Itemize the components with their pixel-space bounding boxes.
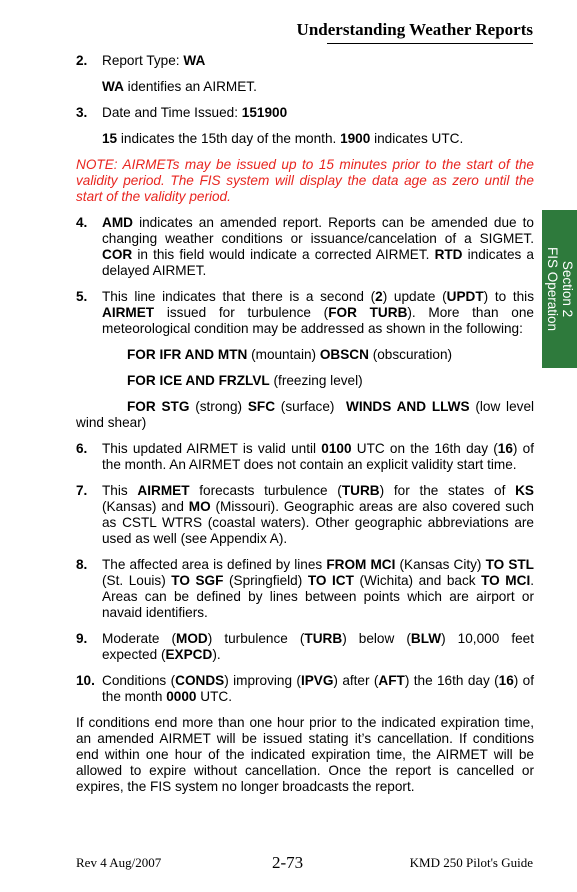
- item-text: AMD indicates an amended report. Reports can be amended due to changing weather conditions or issuance/cancelation of a SIGMET. COR in this field would indicate a corrected AIRMET. RTD indicates a delayed AIRMET.: [102, 215, 534, 278]
- item-number: 8.: [76, 557, 88, 572]
- header-title: Understanding Weather Reports: [296, 20, 533, 39]
- item-number: 3.: [76, 105, 88, 120]
- item-number: 6.: [76, 441, 88, 456]
- list-item-9: [76, 631, 534, 663]
- page-footer: [0, 855, 577, 875]
- list-item-4: [76, 215, 534, 279]
- item-number: 5.: [76, 289, 88, 304]
- item-number: 9.: [76, 631, 88, 646]
- page-header: [0, 18, 577, 48]
- list-item-3: [76, 105, 534, 147]
- item-text: The affected area is defined by lines FROM MCI (Kansas City) TO STL (St. Louis) TO SGF (Springfield) TO ICT (Wichita) and back TO MCI. Areas can be defined by lines between points which are airport or navaid identifiers.: [102, 557, 535, 620]
- page-number: 2-73: [272, 853, 304, 872]
- item-text: This AIRMET forecasts turbulence (TURB) for the states of KS (Kansas) and MO (Missouri). Geographic areas are also covered such as CSTL WTRS (coastal waters). Other geographic abbreviations are used as well (see Appendix A).: [102, 483, 534, 546]
- note-text: NOTE: AIRMETs may be issued up to 15 minutes prior to the start of the validity period. The FIS system will display the data age as zero until the start of the validity period.: [76, 157, 534, 204]
- footer-guide-title: KMD 250 Pilot's Guide: [409, 855, 533, 870]
- condition-example-1: FOR IFR AND MTN (mountain) OBSCN (obscuration): [127, 347, 453, 362]
- item-subtext: WA identifies an AIRMET.: [102, 79, 257, 94]
- item-number: 7.: [76, 483, 88, 498]
- header-rule: [327, 43, 533, 44]
- section-tab-line2: FIS Operation: [544, 246, 560, 332]
- item-number: 10.: [76, 673, 95, 688]
- list-item-5: [76, 289, 534, 337]
- section-tab-line1: Section 2: [559, 260, 575, 318]
- section-tab: [542, 210, 577, 368]
- item-number: 2.: [76, 53, 88, 68]
- item-subtext: 15 indicates the 15th day of the month. 1900 indicates UTC.: [102, 131, 464, 146]
- item-text: Conditions (CONDS) improving (IPVG) after (AFT) the 16th day (16) of the month 0000 UTC.: [102, 673, 534, 704]
- list-item-6: [76, 441, 534, 473]
- footer-revision: Rev 4 Aug/2007: [76, 855, 162, 870]
- list-item-8: [76, 557, 534, 621]
- item-text: Date and Time Issued: 151900: [102, 105, 288, 120]
- closing-paragraph: If conditions end more than one hour prior to the indicated expiration time, an amended AIRMET will be issued stating it’s cancellation. If conditions end within one hour of the indicated expiration time, the AIRMET will be allowed to expire without cancellation. Once the report is cancelled or expires, the FIS system no longer broadcasts the report.: [76, 715, 534, 794]
- item-text: Moderate (MOD) turbulence (TURB) below (BLW) 10,000 feet expected (EXPCD).: [102, 631, 535, 662]
- item-text: Report Type: WA: [102, 53, 206, 68]
- condition-example-2: FOR ICE AND FRZLVL (freezing level): [127, 373, 363, 388]
- item-text: This line indicates that there is a second (2) update (UPDT) to this AIRMET issued for turbulence (FOR TURB). More than one meteorological condition may be addressed as shown in the following:: [102, 289, 535, 336]
- item-number: 4.: [76, 215, 88, 230]
- item-text: This updated AIRMET is valid until 0100 UTC on the 16th day (16) of the month. An AIRMET does not contain an explicit validity start time.: [102, 441, 534, 472]
- section-tab-label: [545, 247, 575, 331]
- list-item-7: [76, 483, 534, 547]
- condition-example-3: FOR STG (strong) SFC (surface) WINDS AND LLWS (low level wind shear): [76, 399, 565, 430]
- list-item-2: [76, 53, 534, 95]
- list-item-10: [76, 673, 534, 705]
